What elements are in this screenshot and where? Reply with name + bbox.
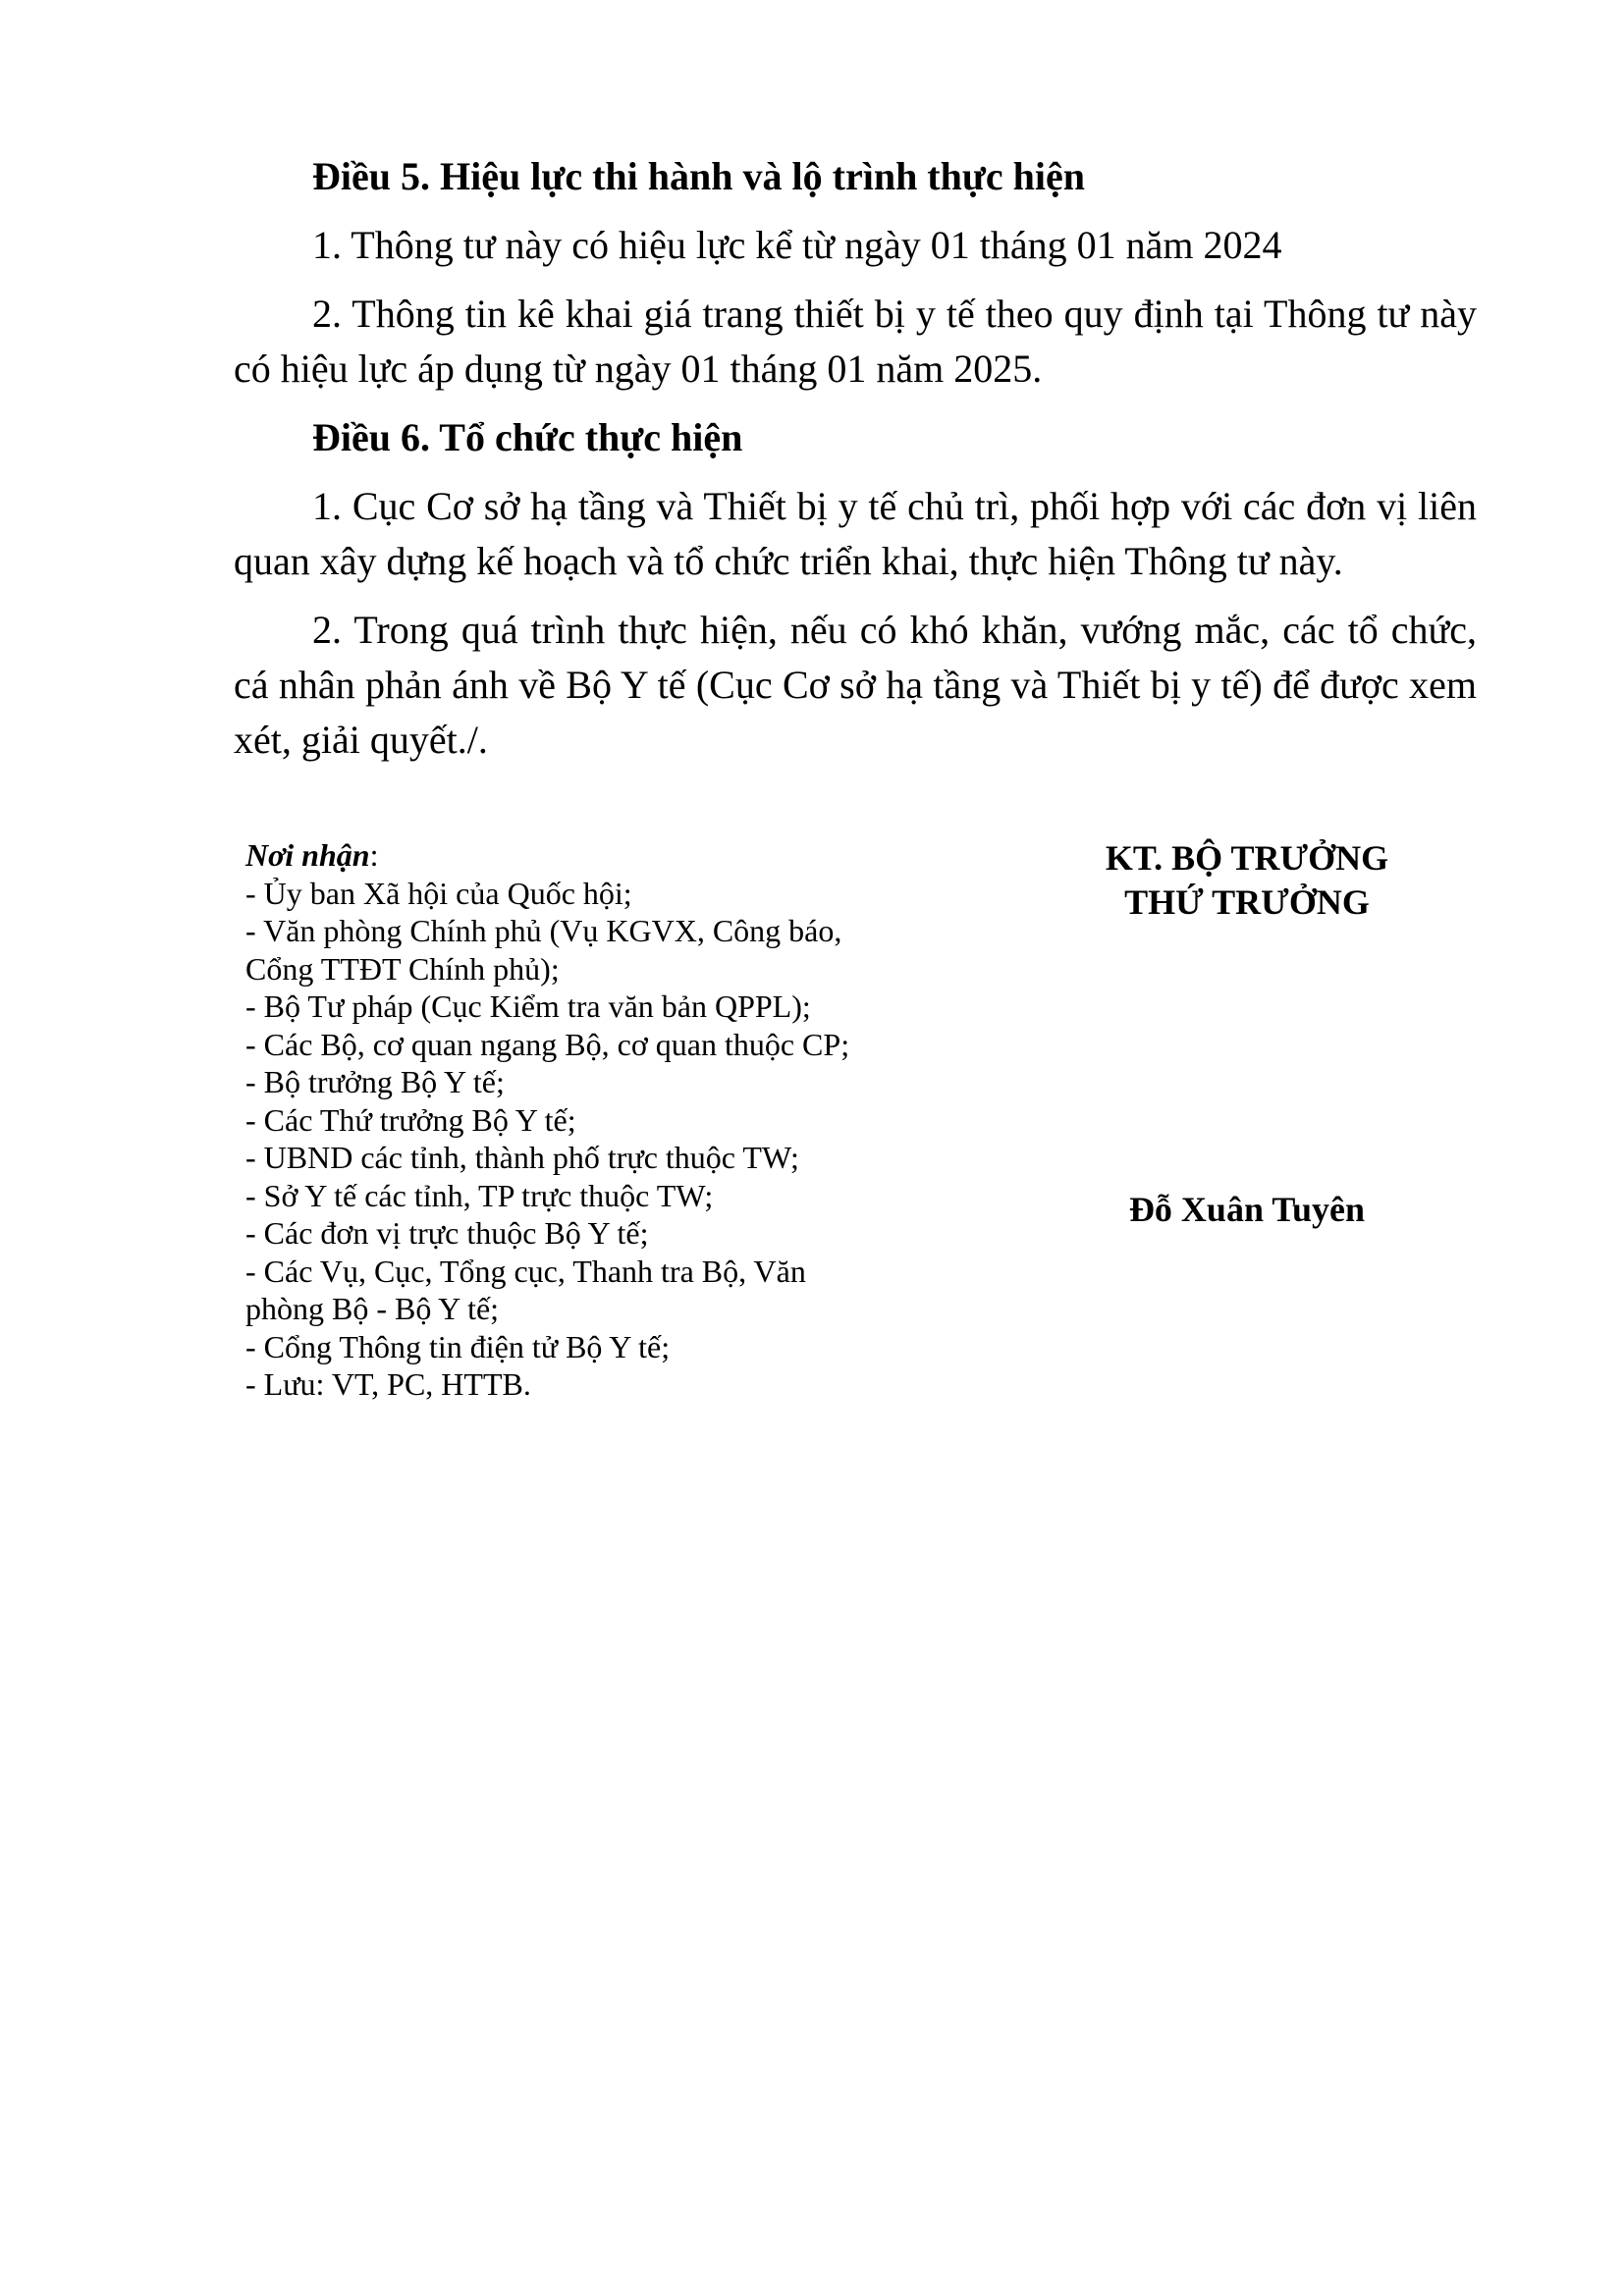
recipient-item: - Ủy ban Xã hội của Quốc hội;: [245, 875, 632, 911]
article-6-clause-1: 1. Cục Cơ sở hạ tầng và Thiết bị y tế chủ trì, phối hợp với các đơn vị liên quan xây dựng kế hoạch và tổ chức triển khai, thực hiện Thông tư này.: [234, 484, 1477, 583]
recipient-item: phòng Bộ - Bộ Y tế;: [245, 1291, 500, 1326]
article-6-clause-2: 2. Trong quá trình thực hiện, nếu có khó khăn, vướng mắc, các tổ chức, cá nhân phản ánh về Bộ Y tế (Cục Cơ sở hạ tầng và Thiết bị y tế) để được xem xét, giải quyết./.: [234, 608, 1477, 762]
signer-name: Đỗ Xuân Tuyên: [1128, 1190, 1366, 1229]
recipient-item: - Văn phòng Chính phủ (Vụ KGVX, Công báo,: [245, 913, 842, 948]
article-5-clause-1: 1. Thông tư này có hiệu lực kể từ ngày 01 tháng 01 năm 2024: [312, 223, 1282, 267]
recipients-title: Nơi nhận: [245, 837, 370, 873]
recipients-title-line: [245, 836, 992, 875]
article-6-heading: Điều 6. Tổ chức thực hiện: [312, 415, 743, 459]
recipient-item: - Bộ trưởng Bộ Y tế;: [245, 1064, 505, 1099]
recipient-item: - Các Bộ, cơ quan ngang Bộ, cơ quan thuộc CP;: [245, 1026, 850, 1062]
article-5-clause-2: 2. Thông tin kê khai giá trang thiết bị y tế theo quy định tại Thông tư này có hiệu lực áp dụng từ ngày 01 tháng 01 năm 2025.: [234, 292, 1477, 391]
signature-authority-line: KT. BỘ TRƯỞNG: [1105, 838, 1389, 878]
recipient-item: - Sở Y tế các tỉnh, TP trực thuộc TW;: [245, 1177, 714, 1213]
recipient-item: - Các đơn vị trực thuộc Bộ Y tế;: [245, 1215, 649, 1251]
recipients-block: [245, 836, 992, 1404]
recipients-title-colon: :: [369, 837, 379, 873]
signature-position-line: THỨ TRƯỞNG: [1124, 882, 1370, 922]
article-5-heading: Điều 5. Hiệu lực thi hành và lộ trình thực hiện: [312, 154, 1085, 198]
recipient-item: - Các Vụ, Cục, Tổng cục, Thanh tra Bộ, Văn: [245, 1253, 806, 1289]
recipient-item: - UBND các tỉnh, thành phố trực thuộc TW;: [245, 1140, 799, 1175]
recipient-item: - Lưu: VT, PC, HTTB.: [245, 1366, 531, 1402]
recipient-item: - Bộ Tư pháp (Cục Kiểm tra văn bản QPPL);: [245, 988, 811, 1024]
signature-block: [1041, 836, 1453, 925]
recipient-item: Cổng TTĐT Chính phủ);: [245, 950, 560, 987]
recipient-item: - Các Thứ trưởng Bộ Y tế;: [245, 1101, 576, 1138]
recipient-item: - Cổng Thông tin điện tử Bộ Y tế;: [245, 1328, 671, 1364]
document-body: [234, 149, 1477, 768]
recipients-list: [245, 875, 992, 1404]
